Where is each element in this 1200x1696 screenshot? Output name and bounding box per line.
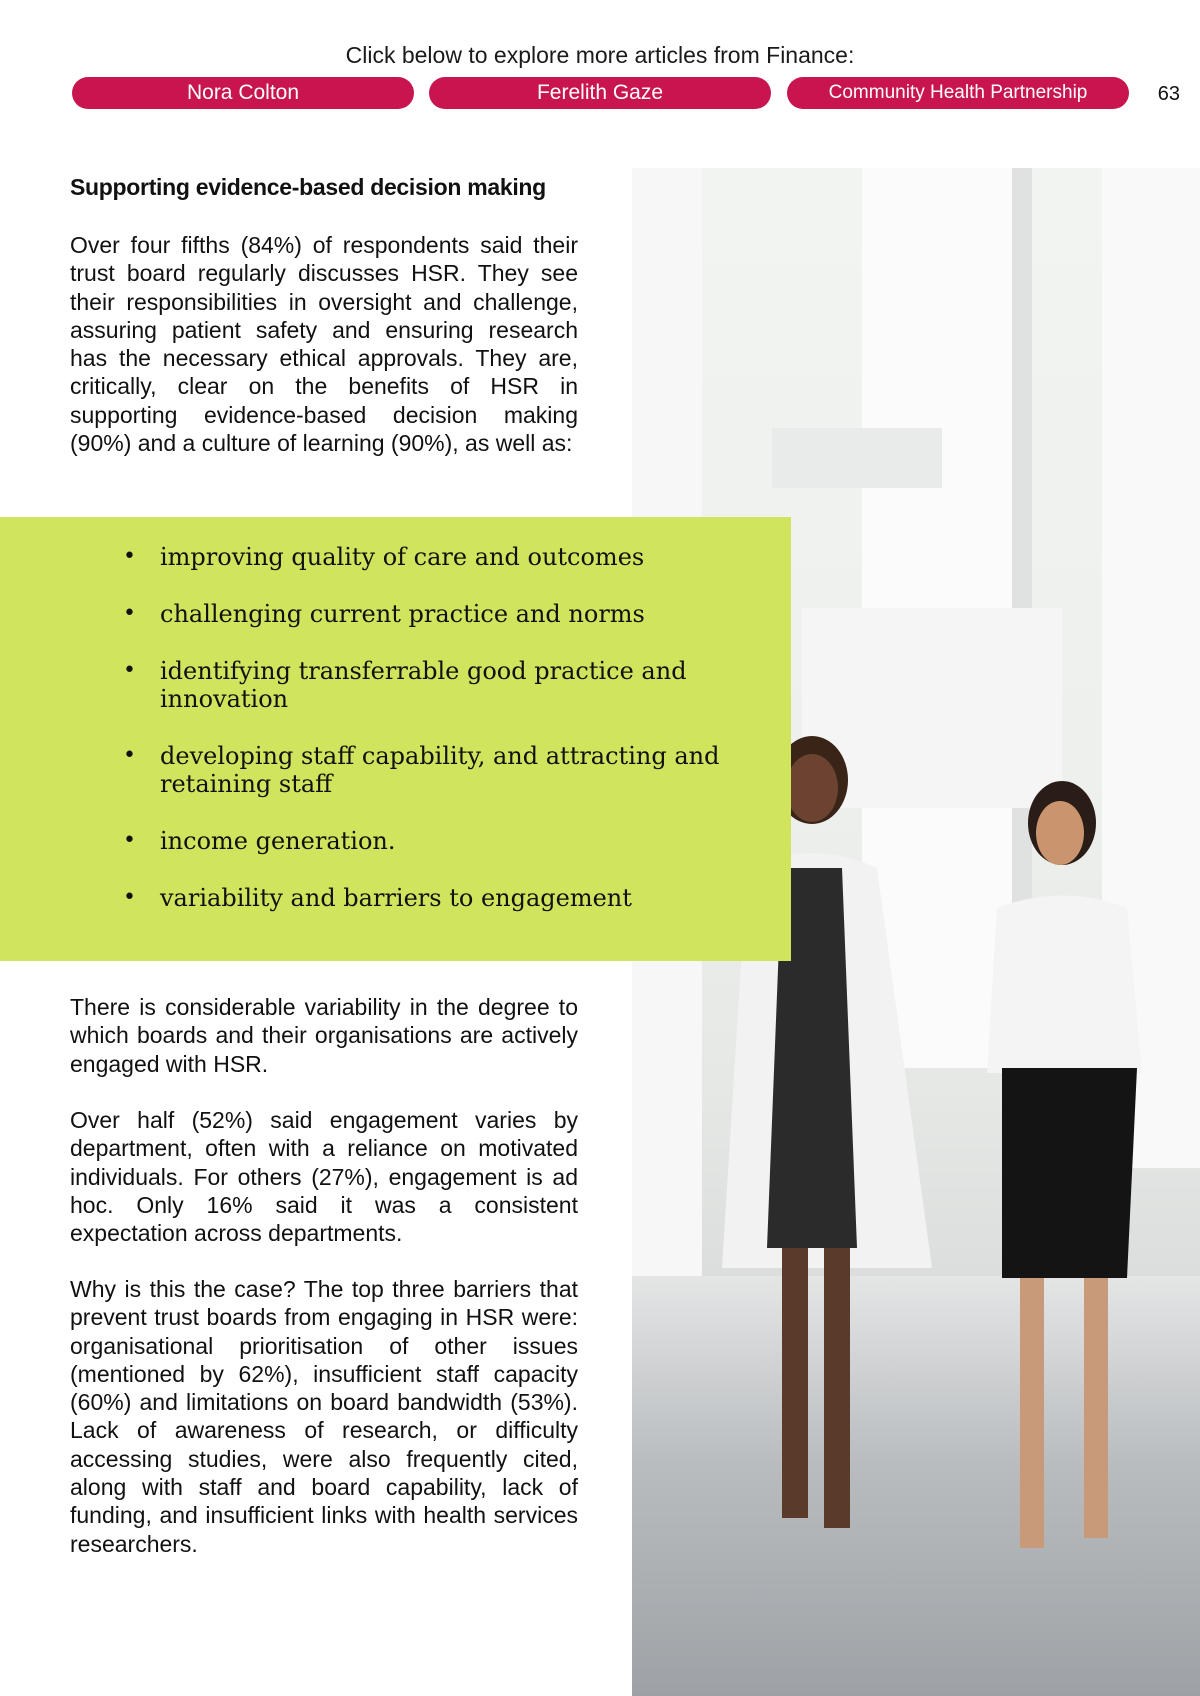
- list-item: • improving quality of care and outcomes: [120, 543, 740, 571]
- list-item: • identifying transferrable good practice and innovation: [120, 657, 740, 713]
- benefits-list: [120, 543, 740, 912]
- barriers-paragraph: Why is this the case? The top three barriers that prevent trust boards from engaging in HSR were: organisational prioritisation of other issues (mentioned by 62%), insufficient staff capacity (60%) and limitations on board bandwidth (53%). Lack of awareness of research, or difficulty accessing studies, were also frequently cited, along with staff and board capability, lack of funding, and insufficient links with health services researchers.: [70, 1276, 578, 1557]
- section-heading: Supporting evidence-based decision making: [70, 174, 546, 200]
- list-item: • developing staff capability, and attracting and retaining staff: [120, 742, 740, 798]
- list-item: • challenging current practice and norms: [120, 600, 740, 628]
- engagement-paragraph: Over half (52%) said engagement varies by department, often with a reliance on motivated individuals. For others (27%), engagement is ad hoc. Only 16% said it was a consistent expectation across departments.: [70, 1107, 578, 1247]
- nav-title: Click below to explore more articles from Finance:: [345, 42, 855, 68]
- page-number: 63: [1157, 83, 1180, 105]
- list-item: • income generation.: [120, 827, 740, 855]
- article-link-community-health-partnership[interactable]: Community Health Partnership: [787, 77, 1129, 109]
- article-link-nora-colton[interactable]: Nora Colton: [72, 77, 414, 109]
- list-item: • variability and barriers to engagement: [120, 884, 740, 912]
- article-link-ferelith-gaze[interactable]: Ferelith Gaze: [429, 77, 771, 109]
- intro-paragraph: Over four fifths (84%) of respondents said their trust board regularly discusses HSR. They see their responsibilities in oversight and challenge, assuring patient safety and ensuring research has the necessary ethical approvals. They are, critically, clear on the benefits of HSR in supporting evidence-based decision making (90%) and a culture of learning (90%), as well as:: [70, 232, 578, 457]
- variability-paragraph: There is considerable variability in the degree to which boards and their organisations are actively engaged with HSR.: [70, 994, 578, 1077]
